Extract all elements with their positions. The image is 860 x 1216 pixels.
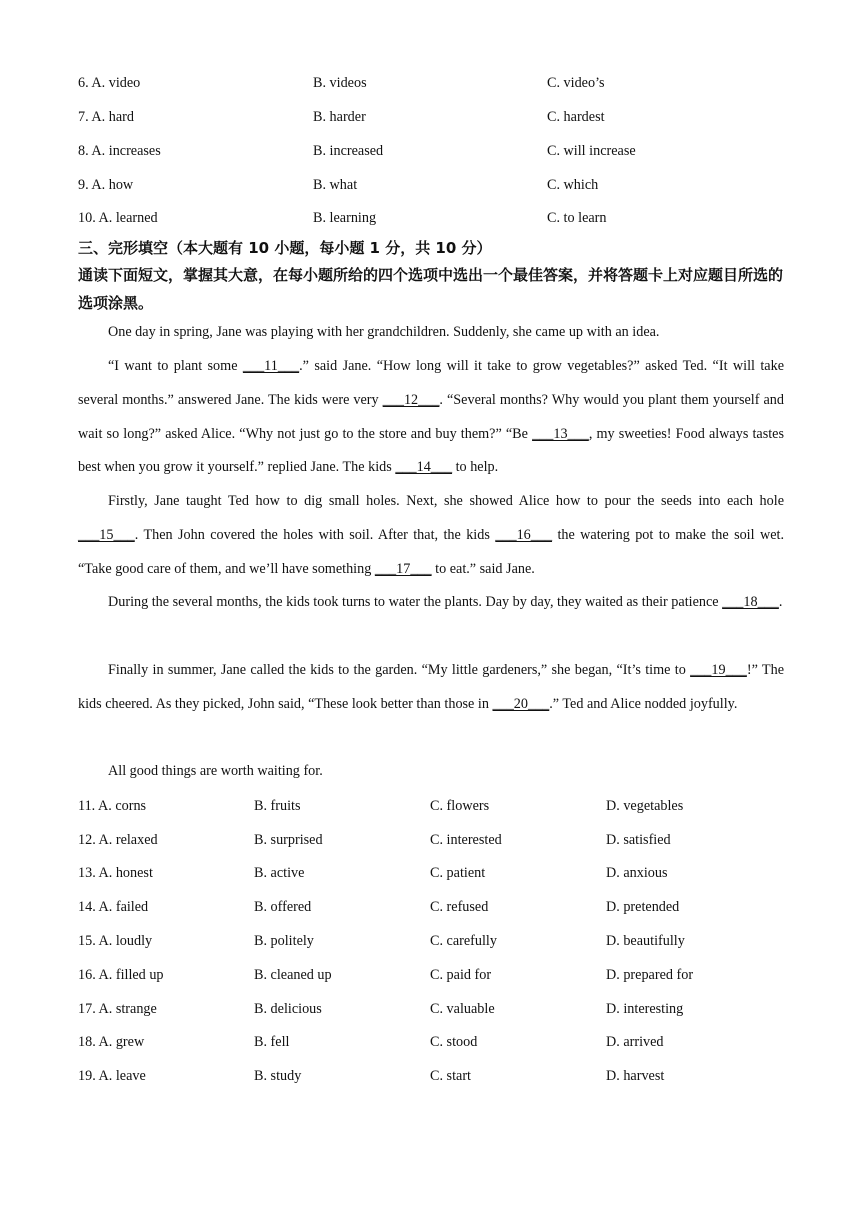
option-a: 17. A. strange — [78, 1001, 157, 1017]
passage-paragraph-6: All good things are worth waiting for. — [108, 763, 323, 779]
option-a: 18. A. grew — [78, 1034, 145, 1050]
option-c: C. interested — [430, 832, 502, 848]
option-row-7 — [0, 107, 860, 127]
option-b: B. increased — [313, 143, 384, 159]
option-b: B. what — [313, 177, 358, 193]
option-c: C. will increase — [547, 143, 636, 159]
passage-paragraph-3: Firstly, Jane taught Ted how to dig small holes. Next, she showed Alice how to pour the seeds into each hole ___15___. Then John covered the holes with soil. After that, the kids ___16___ the watering pot to make the soil wet. “Take good care of them, and we’ll have something ___17___ to eat.” said Jane. — [78, 493, 784, 577]
question-row-12 — [0, 830, 860, 850]
option-b: B. surprised — [254, 832, 323, 848]
option-c: C. patient — [430, 865, 486, 881]
option-a: 10. A. learned — [78, 210, 158, 226]
blank-17: ___17___ — [374, 560, 432, 577]
section-title: 三、完形填空（本大题有 10 小题，每小题 1 分，共 10 分） — [78, 239, 492, 257]
option-c: C. start — [430, 1068, 471, 1084]
section-instruction: 通读下面短文，掌握其大意，在每小题所给的四个选项中选出一个最佳答案，并将答题卡上对应题目所选的选项涂黑。 — [78, 266, 784, 312]
option-d: D. beautifully — [606, 933, 685, 949]
option-b: B. offered — [254, 899, 312, 915]
option-a: 16. A. filled up — [78, 967, 164, 983]
passage-paragraph-5: Finally in summer, Jane called the kids to the garden. “My little gardeners,” she began, “It’s time to ___19___!” The kids cheered. As they picked, John said, “These look better than those in ___20___.” Ted and Alice nodded joyfully. — [78, 662, 784, 712]
option-row-8 — [0, 141, 860, 161]
option-b: B. harder — [313, 109, 366, 125]
option-d: D. interesting — [606, 1001, 684, 1017]
question-row-16 — [0, 965, 860, 985]
option-c: C. refused — [430, 899, 489, 915]
option-c: C. flowers — [430, 798, 490, 814]
option-c: C. video’s — [547, 75, 605, 91]
option-d: D. satisfied — [606, 832, 671, 848]
option-row-10 — [0, 208, 860, 228]
option-d: D. vegetables — [606, 798, 684, 814]
option-a: 15. A. loudly — [78, 933, 153, 949]
blank-14: ___14___ — [395, 459, 453, 476]
blank-16: ___16___ — [495, 526, 553, 543]
option-a: 8. A. increases — [78, 143, 161, 159]
option-c: C. hardest — [547, 109, 605, 125]
option-c: C. which — [547, 177, 599, 193]
option-b: B. active — [254, 865, 305, 881]
option-a: 9. A. how — [78, 177, 134, 193]
option-d: D. arrived — [606, 1034, 664, 1050]
option-c: C. valuable — [430, 1001, 495, 1017]
blank-11: ___11___ — [242, 358, 300, 374]
question-row-19 — [0, 1066, 860, 1086]
blank-19: ___19___ — [690, 662, 747, 678]
option-a: 14. A. failed — [78, 899, 149, 915]
option-b: B. delicious — [254, 1001, 322, 1017]
blank-18: ___18___ — [722, 594, 779, 610]
blank-12: ___12___ — [382, 391, 440, 408]
option-c: C. carefully — [430, 933, 497, 949]
option-b: B. fruits — [254, 798, 301, 814]
option-row-9 — [0, 175, 860, 195]
option-b: B. learning — [313, 210, 377, 226]
option-d: D. prepared for — [606, 967, 694, 983]
option-b: B. fell — [254, 1034, 290, 1050]
option-a: 12. A. relaxed — [78, 832, 158, 848]
option-a: 7. A. hard — [78, 109, 134, 125]
option-a: 19. A. leave — [78, 1068, 146, 1084]
option-row-6 — [0, 73, 860, 93]
option-d: D. pretended — [606, 899, 680, 915]
question-row-11 — [0, 796, 860, 816]
option-d: D. harvest — [606, 1068, 665, 1084]
option-d: D. anxious — [606, 865, 668, 881]
option-b: B. study — [254, 1068, 302, 1084]
passage-paragraph-2: “I want to plant some ___11___.” said Jane. “How long will it take to grow vegetables?” asked Ted. “It will take several months.” answered Jane. The kids were very ___12___. “Several months? Why would you plant them yourself and wait so long?” asked Alice. “Why not just go to the store and buy them?” “Be ___13___, my sweeties! Food always tastes best when you grow it yourself.” replied Jane. The kids ___14___ to help. — [78, 358, 784, 476]
option-c: C. stood — [430, 1034, 478, 1050]
option-a: 6. A. video — [78, 75, 141, 91]
option-b: B. videos — [313, 75, 367, 91]
option-b: B. cleaned up — [254, 967, 332, 983]
question-row-15 — [0, 931, 860, 951]
blank-20: ___20___ — [492, 695, 550, 712]
question-row-18 — [0, 1032, 860, 1052]
question-row-13 — [0, 863, 860, 883]
blank-15: ___15___ — [78, 526, 135, 543]
option-c: C. to learn — [547, 210, 607, 226]
passage-paragraph-1: One day in spring, Jane was playing with her grandchildren. Suddenly, she came up with an idea. — [108, 324, 660, 340]
option-a: 11. A. corns — [78, 798, 147, 814]
question-row-14 — [0, 897, 860, 917]
option-c: C. paid for — [430, 967, 492, 983]
blank-13: ___13___ — [532, 425, 589, 442]
option-b: B. politely — [254, 933, 314, 949]
question-row-17 — [0, 999, 860, 1019]
passage-paragraph-4: During the several months, the kids took turns to water the plants. Day by day, they waited as their patience ___18___. — [108, 594, 783, 610]
option-a: 13. A. honest — [78, 865, 153, 881]
